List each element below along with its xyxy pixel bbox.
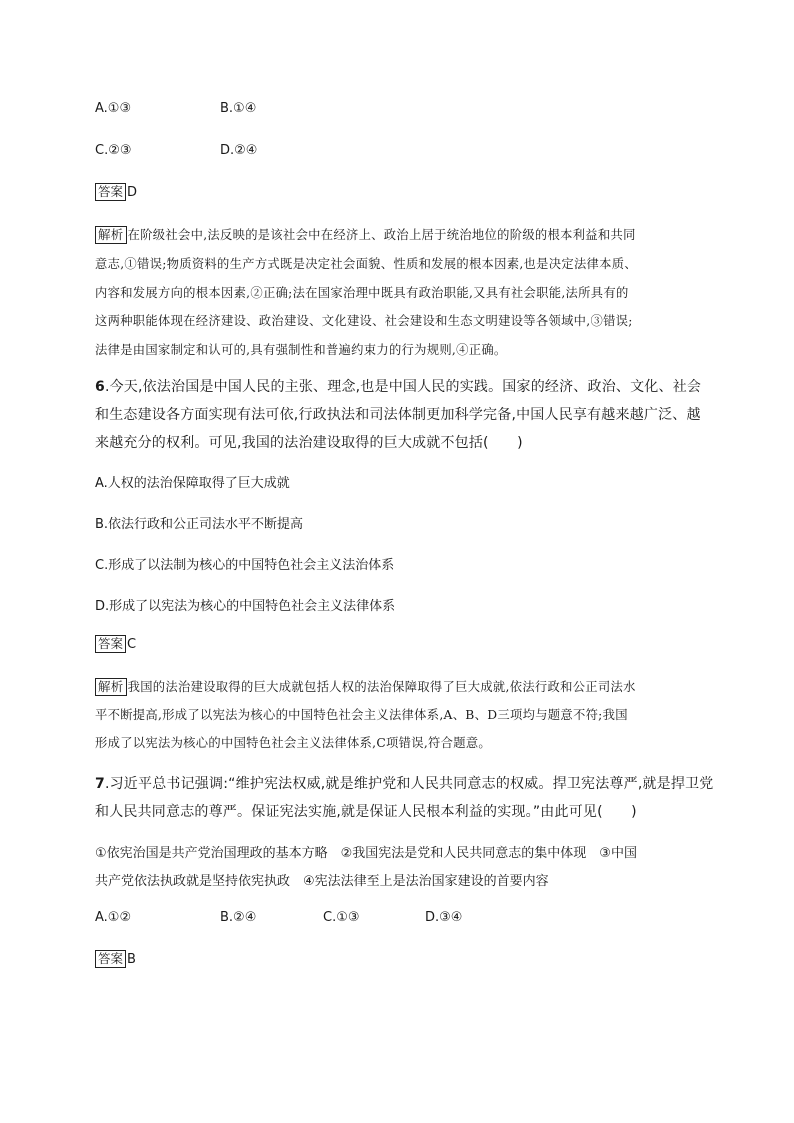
q5-option-a: A.①③ <box>95 101 132 116</box>
q7-stem-line-2: 和人民共同意志的尊严。保证宪法实施,就是保证人民根本利益的实现。”由此可见( ) <box>95 804 637 820</box>
q7-option-b: B.②④ <box>220 910 257 925</box>
q7-option-a: A.①② <box>95 910 132 925</box>
q5-explanation-line-1 <box>95 225 636 244</box>
q6-explanation-line-2: 平不断提高,形成了以宪法为核心的中国特色社会主义法律体系,A、B、D三项均与题意不符;我国 <box>95 708 628 722</box>
q6-number: 6 <box>95 379 105 395</box>
q6-explanation-line-3: 形成了以宪法为核心的中国特色社会主义法律体系,C项错误,符合题意。 <box>95 736 492 750</box>
answer-label: 答案 <box>95 635 126 653</box>
explanation-label: 解析 <box>95 226 127 244</box>
q5-option-c: C.②③ <box>95 143 132 158</box>
q5-answer-row <box>95 183 137 201</box>
q7-option-c: C.①③ <box>323 910 360 925</box>
q6-explanation-text: 我国的法治建设取得的巨大成就包括人权的法治保障取得了巨大成就,依法行政和公正司法水 <box>127 680 636 694</box>
q6-stem-line-1 <box>95 376 701 396</box>
q6-explanation-line-1 <box>95 677 636 696</box>
q7-stem-text: .习近平总书记强调:“维护宪法权威,就是维护党和人民共同意志的权威。捍卫宪法尊严,就是捍卫党 <box>104 776 714 792</box>
q6-option-c: C.形成了以法制为核心的中国特色社会主义法治体系 <box>95 558 395 573</box>
q6-option-b: B.依法行政和公正司法水平不断提高 <box>95 517 304 532</box>
q6-answer-value: C <box>127 637 137 652</box>
q7-stem-line-1 <box>95 773 713 793</box>
q7-statements-line-1: ①依宪治国是共产党治国理政的基本方略 ②我国宪法是党和人民共同意志的集中体现 ③中国 <box>95 846 637 861</box>
q7-number: 7 <box>95 776 105 792</box>
q6-answer-row <box>95 635 136 653</box>
q5-option-d: D.②④ <box>220 143 258 158</box>
q7-statements-line-2: 共产党依法执政就是坚持依宪执政 ④宪法法律至上是法治国家建设的首要内容 <box>95 874 549 889</box>
q6-stem-line-2: 和生态建设各方面实现有法可依,行政执法和司法体制更加科学完备,中国人民享有越来越广泛、越 <box>95 407 701 423</box>
q7-answer-value: B <box>127 952 136 967</box>
answer-label: 答案 <box>95 183 126 201</box>
q7-answer-row <box>95 950 136 968</box>
q6-stem-line-3: 来越充分的权利。可见,我国的法治建设取得的巨大成就不包括( ) <box>95 435 523 451</box>
q5-explanation-line-2: 意志,①错误;物质资料的生产方式既是决定社会面貌、性质和发展的根本因素,也是决定法律本质、 <box>95 257 637 271</box>
q5-explanation-text: 在阶级社会中,法反映的是该社会中在经济上、政治上居于统治地位的阶级的根本利益和共同 <box>127 228 636 242</box>
explanation-label: 解析 <box>95 678 127 696</box>
q6-stem-text: .今天,依法治国是中国人民的主张、理念,也是中国人民的实践。国家的经济、政治、文化、社会 <box>104 379 702 395</box>
q5-option-b: B.①④ <box>220 101 257 116</box>
q5-explanation-line-4: 这两种职能体现在经济建设、政治建设、文化建设、社会建设和生态文明建设等各领域中,③错误; <box>95 314 633 328</box>
q7-option-d: D.③④ <box>425 910 463 925</box>
q5-explanation-line-3: 内容和发展方向的根本因素,②正确;法在国家治理中既具有政治职能,又具有社会职能,法所具有的 <box>95 286 629 300</box>
q5-explanation-line-5: 法律是由国家制定和认可的,具有强制性和普遍约束力的行为规则,④正确。 <box>95 343 507 357</box>
q6-option-a: A.人权的法治保障取得了巨大成就 <box>95 476 290 491</box>
q6-option-d: D.形成了以宪法为核心的中国特色社会主义法律体系 <box>95 599 396 614</box>
answer-label: 答案 <box>95 950 126 968</box>
q5-answer-value: D <box>127 185 138 200</box>
